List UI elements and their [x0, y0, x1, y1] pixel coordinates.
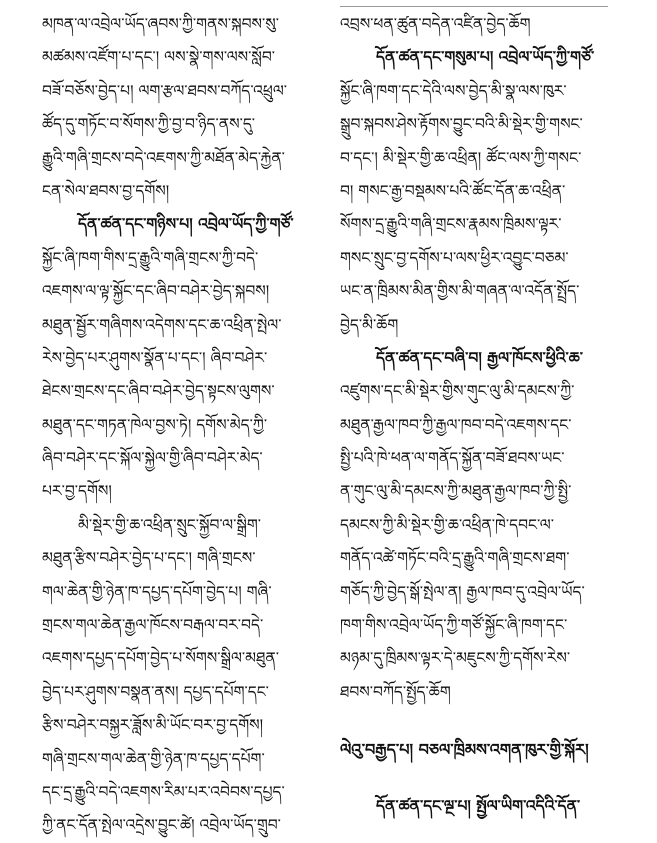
- text-line: གལ་ཆེན་གྱི་ཉེན་ཁ་དཔྱད་དཔོག་བྱེད་པ། གཞི་: [42, 582, 272, 601]
- text-line: མཉམ་དུ་ཁྲིམས་ལྟར་དེ་མཇུངས་ཀྱི་དགོས་རེས་: [340, 649, 571, 668]
- text-line: མཐུན་སྦྱོར་གཞིགས་འདེགས་དང་ཆ་འཕྲིན་སྤེལ་: [42, 315, 282, 334]
- text-line: སྒྲུབ་སྐབས་ཤེས་རྟོགས་བྱུང་བའི་མི་སྡེར་གྱི་གསང་: [340, 115, 583, 134]
- chapter-title: ལེའུ་བརྒྱད་པ། བཅལ་ཁྲིམས་འགན་ཁུར་གྱི་སྐོར།: [340, 740, 589, 760]
- article-heading-line: དོན་ཚན་དང་ལྔ་པ། སྤྱོལ་ཡིག་འདིའི་དོན་: [376, 797, 581, 816]
- text-line: བྱེད་པར་ཤུགས་བསྣན་ནས། དཔྱད་དཔོག་དང་: [42, 682, 269, 701]
- article-heading-line: དོན་ཚན་དང་བཞི་བ། རྒྱལ་ཁོངས་ཕྱིའི་ཆ་: [376, 348, 584, 367]
- text-line: རྒྱུའི་གཞི་གྲངས་བདེ་འཇགས་ཀྱི་མཐོན་མེད་རྐྱེན་: [42, 148, 285, 167]
- text-line: པར་བྱ་དགོས།: [42, 482, 112, 501]
- text-line: མཚམས་འཛོག་པ་དང་། ལས་སྣེ་གས་ལས་སློབ་: [42, 48, 276, 67]
- text-line: ཀྱི་ནང་དོན་སྤེལ་འདྲེས་བྱུང་ཚེ། འབྲེལ་ཡོད་གྲུབ་: [42, 816, 281, 835]
- text-line: རྩིས་བཤེར་བསྐྱར་ཟློས་མི་ཡོང་བར་བྱ་དགོས།: [42, 716, 264, 735]
- text-line: ཞིབ་བཤེར་དང་སྐོལ་སྐྱེལ་གྱི་ཞིབ་བཤེར་མེད་: [42, 449, 263, 468]
- text-line: ན་གུང་ལུ་མི་དམངས་ཀྱི་མཐུན་རྒྱལ་ཁབ་ཀྱི་སྤྱི་: [340, 482, 572, 501]
- text-line: ངན་སེལ་ཐབས་བྱ་དགོས།: [42, 181, 170, 200]
- article-heading-line: དོན་ཚན་དང་གསུམ་པ། འབྲེལ་ཡོད་ཀྱི་གཙོ་: [376, 48, 595, 67]
- text-line: ཐེངས་གྲངས་དང་ཞིབ་བཤེར་བྱེད་སྟངས་ལུགས་: [42, 382, 275, 401]
- text-line: གཞི་གྲངས་གལ་ཆེན་གྱི་ཉེན་ཁ་དཔྱད་དཔོག་: [42, 749, 265, 768]
- text-line: མཐུན་རྒྱལ་ཁབ་ཀྱི་རྒྱལ་ཁབ་བདེ་འཇགས་དང་: [340, 415, 572, 434]
- text-line: སྤྱི་པའི་ཁེ་ཕན་ལ་གནོད་སྐྱོན་བཟོ་ཐབས་ཡང་: [340, 449, 565, 468]
- text-line: མཐུན་རྩིས་བཤེར་བྱེད་པ་དང་། གཞི་གྲངས་: [42, 549, 256, 568]
- text-line: བཟོ་བཅོས་བྱེད་པ། ལག་རྩལ་ཐབས་བཀོད་འཕྲུལ་: [42, 81, 288, 100]
- text-line: འཇགས་དཔྱད་དཔོག་བྱེད་པ་སོགས་སྒྲིལ་མཐུན་: [42, 649, 280, 668]
- text-line: མཐུན་དང་གཏན་ཁེལ་བྱས་ཏེ། དགོས་མེད་ཀྱི་: [42, 415, 268, 434]
- text-line: འབྲས་ཕན་ཚུན་བདེན་འཛིན་བྱེད་ཆོག: [340, 15, 531, 33]
- text-line: སྐྱོང་ཞི་ཁག་གིས་དྲ་རྒྱུའི་གཞི་གྲངས་ཀྱི་བདེ་: [42, 248, 259, 267]
- text-line: གཅོད་ཀྱི་བྱེད་སྒོ་སྤེལ་ན། རྒྱལ་ཁབ་དུ་འབྲེལ་ཡོད་: [340, 582, 585, 601]
- text-line: བྱེད་མི་ཆོག: [340, 315, 399, 334]
- right-column: [340, 8, 612, 824]
- text-line: འཛུགས་དང་མི་སྡེར་གྱིས་གུང་ལུ་མི་དམངས་ཀྱི་: [340, 382, 575, 401]
- text-line: གྲངས་གལ་ཆེན་རྒྱལ་ཁོངས་བརྒལ་བར་བདེ་: [42, 616, 264, 635]
- text-line: གསང་སྲུང་བྱ་དགོས་པ་ལས་ཕྱིར་འབྱུང་བཅམ་: [340, 248, 569, 267]
- text-line: མི་སྡེར་གྱི་ཆ་འཕྲིན་སྲུང་སྐྱོབ་ལ་སྒྲིག་: [78, 515, 262, 534]
- text-line: བ་དང་། མི་སྡེར་གྱི་ཆ་འཕྲིན། ཚོང་ལས་ཀྱི་གསང་: [340, 148, 582, 167]
- text-line: ཚོད་དུ་གཏོང་བ་སོགས་ཀྱི་བྱ་བ་ཉིད་ནས་དུ་: [42, 115, 256, 134]
- text-line: མཁན་ལ་འབྲེལ་ཡོད་ཞབས་ཀྱི་གནས་སྐབས་སུ་: [42, 15, 279, 33]
- text-line: བ། གསང་རྒྱ་བསྡམས་པའི་ཚོང་དོན་ཆ་འཕྲིན་: [340, 181, 566, 200]
- text-line: དང་དྲ་རྒྱུའི་བདེ་འཇགས་རིམ་པར་འབེབས་དཔྱད་: [42, 782, 285, 801]
- top-rule: [340, 6, 608, 7]
- left-column: [42, 8, 314, 843]
- text-line: དམངས་ཀྱི་མི་སྡེར་གྱི་ཆ་འཕྲིན་ཁེ་དབང་ལ་: [340, 515, 554, 534]
- text-line: སོགས་དྲ་རྒྱུའི་གཞི་གྲངས་རྣམས་ཁྲིམས་ལྟར་: [340, 215, 562, 234]
- text-line: ཁག་གིས་འབྲེལ་ཡོད་ཀྱི་གཙོ་སྐྱོང་ཞི་ཁག་དང་: [340, 616, 568, 635]
- text-line: རེས་བྱེད་པར་ཤུགས་སྣོན་པ་དང་། ཞིབ་བཤེར་: [42, 348, 268, 367]
- text-line: ཐབས་བཀོད་སྤྱོད་ཆོག: [340, 682, 451, 701]
- article-heading-line: དོན་ཚན་དང་གཉིས་པ། འབྲེལ་ཡོད་ཀྱི་གཙོ་: [78, 215, 294, 234]
- text-line: གནོད་འཚེ་གཏོང་བའི་དྲ་རྒྱུའི་གཞི་གྲངས་ཐག་: [340, 549, 570, 568]
- text-line: སྐྱོང་ཞི་ཁག་དང་དེའི་ལས་བྱེད་མི་སྣ་ལས་ཁུར་: [340, 81, 567, 100]
- text-line: འཇགས་ལ་ལྟ་སྐྱོང་དང་ཞིབ་བཤེར་བྱེད་སྐབས།: [42, 282, 270, 301]
- text-line: ཡང་ན་ཁྲིམས་མིན་གྱིས་མི་གཞན་ལ་འདོན་སྤྲོད་: [340, 282, 580, 301]
